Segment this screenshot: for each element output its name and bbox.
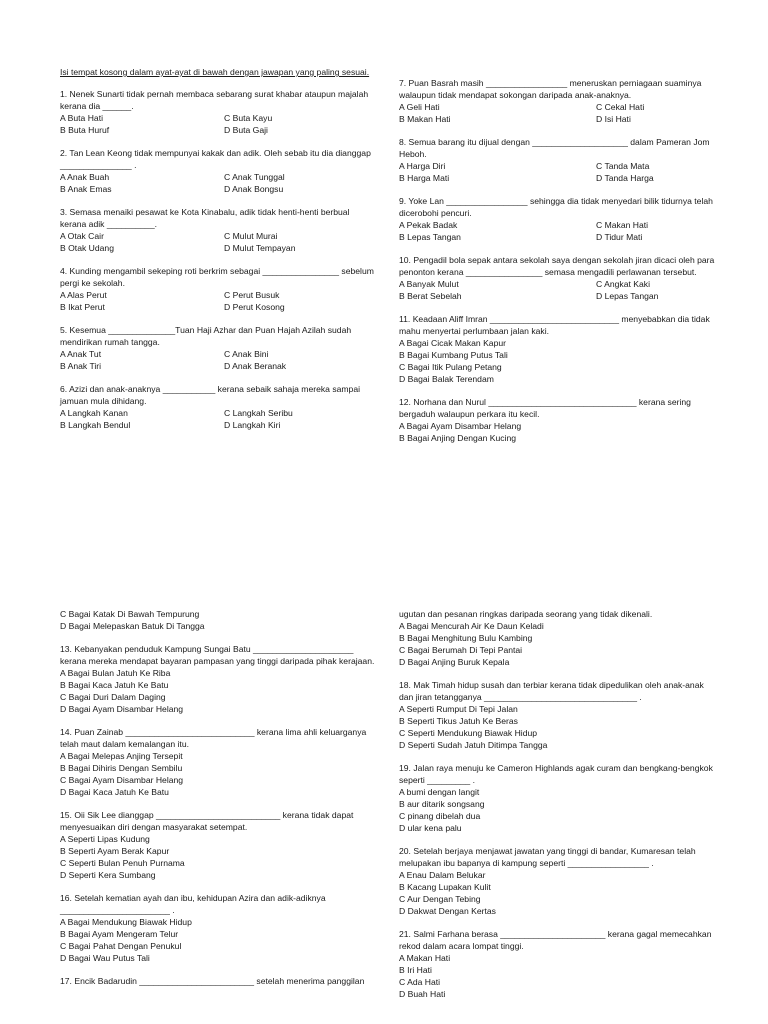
- option: C Tanda Mata: [596, 161, 650, 171]
- question-text: 5. Kesemua ______________Tuan Haji Azhar dan Puan Hajah Azilah sudah mendirikan rumah tangga.: [60, 325, 354, 347]
- option: C Seperti Bulan Penuh Purnama: [60, 858, 185, 868]
- question-block: [399, 195, 719, 243]
- option: D Perut Kosong: [224, 302, 285, 312]
- option: D Tanda Harga: [596, 173, 654, 183]
- continued-question: [399, 608, 719, 668]
- option: D Bagai Melepaskan Batuk Di Tangga: [60, 621, 205, 631]
- option: A Alas Perut: [60, 290, 107, 300]
- option: D Tidur Mati: [596, 232, 643, 242]
- option: A Bagai Bulan Jatuh Ke Riba: [60, 668, 171, 678]
- question-text-continued: ugutan dan pesanan ringkas daripada seorang yang tidak dikenali.: [399, 609, 653, 619]
- option: B Harga Mati: [399, 173, 450, 183]
- option: A Makan Hati: [399, 953, 451, 963]
- option: B aur ditarik songsang: [399, 799, 485, 809]
- option-list: [60, 667, 378, 715]
- question-text: 4. Kunding mengambil sekeping roti berkrim sebagai ________________ sebelum pergi ke sekolah.: [60, 266, 377, 288]
- option-list: [399, 869, 719, 917]
- option-list: [399, 703, 719, 751]
- option: D Langkah Kiri: [224, 420, 281, 430]
- question-text: 13. Kebanyakan penduduk Kampung Sungai Batu _____________________ kerana mereka mendapat bayaran pampasan yang tinggi daripada pihak kerajaan.: [60, 644, 375, 666]
- question-block: [399, 313, 719, 385]
- option: B Bagai Kaca Jatuh Ke Batu: [60, 680, 169, 690]
- option: B Anak Tiri: [60, 361, 102, 371]
- question-text: 3. Semasa menaiki pesawat ke Kota Kinabalu, adik tidak henti-henti berbual kerana adik __________.: [60, 207, 352, 229]
- option: A Pekak Badak: [399, 220, 458, 230]
- question-text: 2. Tan Lean Keong tidak mempunyai kakak dan adik. Oleh sebab itu dia dianggap _______________ .: [60, 148, 374, 170]
- option-list: [60, 407, 378, 431]
- option: B Makan Hati: [399, 114, 451, 124]
- option: C Cekal Hati: [596, 102, 645, 112]
- option-list: [399, 219, 719, 243]
- question-text: 9. Yoke Lan _________________ sehingga dia tidak menyedari bilik tidurnya telah dicerobohi pencuri.: [399, 196, 716, 218]
- question-text: 20. Setelah berjaya menjawat jawatan yang tinggi di bandar, Kumaresan telah melupakan ibu bapanya di kampung seperti _________________ .: [399, 846, 699, 868]
- question-text: 18. Mak Timah hidup susah dan terbiar kerana tidak dipedulikan oleh anak-anak dan jiran tetangganya ________________________________ .: [399, 680, 707, 702]
- option: D Bagai Anjing Buruk Kepala: [399, 657, 510, 667]
- question-block: [60, 265, 378, 313]
- option: A Seperti Rumput Di Tepi Jalan: [399, 704, 518, 714]
- option: C Bagai Katak Di Bawah Tempurung: [60, 609, 200, 619]
- option: A bumi dengan langit: [399, 787, 480, 797]
- option: B Seperti Ayam Berak Kapur: [60, 846, 170, 856]
- option: B Berat Sebelah: [399, 291, 462, 301]
- option: C Langkah Seribu: [224, 408, 293, 418]
- option: C Bagai Duri Dalam Daging: [60, 692, 166, 702]
- option: C Perut Busuk: [224, 290, 280, 300]
- option: A Enau Dalam Belukar: [399, 870, 486, 880]
- question-block: [60, 892, 378, 964]
- question-block: [60, 383, 378, 431]
- option: C Bagai Itik Pulang Petang: [399, 362, 502, 372]
- option: C Anak Bini: [224, 349, 269, 359]
- option-list: [60, 230, 378, 254]
- option: B Lepas Tangan: [399, 232, 461, 242]
- option: B Otak Udang: [60, 243, 114, 253]
- bottom-right-column: [399, 608, 719, 1011]
- option-list: [60, 171, 378, 195]
- option: C Angkat Kaki: [596, 279, 650, 289]
- option: C Mulut Murai: [224, 231, 278, 241]
- question-block: [60, 643, 378, 715]
- option: B Seperti Tikus Jatuh Ke Beras: [399, 716, 518, 726]
- option: D Dakwat Dengan Kertas: [399, 906, 496, 916]
- question-block: [399, 136, 719, 184]
- question-block: [60, 324, 378, 372]
- option: D Bagai Balak Terendam: [399, 374, 494, 384]
- question-text: 12. Norhana dan Nurul _______________________________ kerana sering bergaduh walaupun perkara itu kecil.: [399, 397, 694, 419]
- option: A Langkah Kanan: [60, 408, 128, 418]
- top-left-column: [60, 66, 378, 442]
- bottom-left-column: [60, 608, 378, 998]
- option: D Bagai Kaca Jatuh Ke Batu: [60, 787, 169, 797]
- option: A Bagai Mendukung Biawak Hidup: [60, 917, 192, 927]
- question-text: 10. Pengadil bola sepak antara sekolah saya dengan sekolah jiran dicaci oleh para penonton kerana ________________ semasa mengadili perlawanan tersebut.: [399, 255, 717, 277]
- option: A Anak Tut: [60, 349, 102, 359]
- question-block: [60, 147, 378, 195]
- option: C pinang dibelah dua: [399, 811, 481, 821]
- question-text: 8. Semua barang itu dijual dengan ____________________ dalam Pameran Jom Heboh.: [399, 137, 712, 159]
- option: D Mulut Tempayan: [224, 243, 296, 253]
- option: D Buta Gaji: [224, 125, 268, 135]
- continued-options: [60, 608, 378, 632]
- option: D Seperti Sudah Jatuh Ditimpa Tangga: [399, 740, 548, 750]
- question-block: [399, 928, 719, 1000]
- option: B Bagai Anjing Dengan Kucing: [399, 433, 517, 443]
- option-list: [60, 916, 378, 964]
- question-text: 11. Keadaan Aliff Imran ___________________________ menyebabkan dia tidak mahu menyertai perlumbaan jalan kaki.: [399, 314, 713, 336]
- question-block: [60, 975, 378, 987]
- option: A Anak Buah: [60, 172, 110, 182]
- option: B Anak Emas: [60, 184, 112, 194]
- top-right-column: [399, 77, 719, 455]
- question-block: [60, 206, 378, 254]
- option-list: [399, 786, 719, 834]
- option: C Ada Hati: [399, 977, 441, 987]
- option-list: [60, 833, 378, 881]
- option: B Bagai Dihiris Dengan Sembilu: [60, 763, 183, 773]
- question-block: [399, 396, 719, 444]
- option: A Bagai Cicak Makan Kapur: [399, 338, 507, 348]
- option: B Kacang Lupakan Kulit: [399, 882, 491, 892]
- option: D Isi Hati: [596, 114, 631, 124]
- question-text: 19. Jalan raya menuju ke Cameron Highlands agak curam dan bengkang-bengkok seperti _________ .: [399, 763, 716, 785]
- option: B Iri Hati: [399, 965, 432, 975]
- option-list: [399, 337, 719, 385]
- option: D Anak Beranak: [224, 361, 287, 371]
- option: C Aur Dengan Tebing: [399, 894, 481, 904]
- option-list: [60, 750, 378, 798]
- option: A Seperti Lipas Kudung: [60, 834, 150, 844]
- option: D Seperti Kera Sumbang: [60, 870, 156, 880]
- option-list: [399, 160, 719, 184]
- option: A Bagai Mencurah Air Ke Daun Keladi: [399, 621, 544, 631]
- option-list: [399, 420, 719, 444]
- question-text: 15. Oii Sik Lee dianggap __________________________ kerana tidak dapat menyesuaikan diri dengan masyarakat setempat.: [60, 810, 356, 832]
- option: C Bagai Ayam Disambar Helang: [60, 775, 184, 785]
- option: B Bagai Kumbang Putus Tali: [399, 350, 508, 360]
- question-text: 17. Encik Badarudin ________________________ setelah menerima panggilan: [60, 976, 365, 986]
- option: A Bagai Ayam Disambar Helang: [399, 421, 522, 431]
- option: D Anak Bongsu: [224, 184, 284, 194]
- question-block: [60, 809, 378, 881]
- question-text: 7. Puan Basrah masih _________________ meneruskan perniagaan suaminya walaupun tidak mendapat sokongan daripada anak-anaknya.: [399, 78, 704, 100]
- option: C Buta Kayu: [224, 113, 273, 123]
- option: A Geli Hati: [399, 102, 440, 112]
- option: C Anak Tunggal: [224, 172, 285, 182]
- question-text: 16. Setelah kematian ayah dan ibu, kehidupan Azira dan adik-adiknya _______________________ .: [60, 893, 329, 915]
- option-list: [399, 101, 719, 125]
- option: D Lepas Tangan: [596, 291, 659, 301]
- question-text: 1. Nenek Sunarti tidak pernah membaca sebarang surat khabar ataupun majalah kerana dia ______.: [60, 89, 373, 111]
- option: B Ikat Perut: [60, 302, 105, 312]
- option: C Bagai Pahat Dengan Penukul: [60, 941, 182, 951]
- question-text: 6. Azizi dan anak-anaknya ___________ kerana sebaik sahaja mereka sampai jamuan mula dihidang.: [60, 384, 363, 406]
- option: B Bagai Ayam Mengeram Telur: [60, 929, 179, 939]
- option: A Buta Hati: [60, 113, 103, 123]
- option: C Bagai Berumah Di Tepi Pantai: [399, 645, 523, 655]
- option: C Makan Hati: [596, 220, 649, 230]
- option-list: [399, 278, 719, 302]
- question-block: [399, 77, 719, 125]
- option: A Banyak Mulut: [399, 279, 459, 289]
- question-block: [399, 762, 719, 834]
- instruction-heading: Isi tempat kosong dalam ayat-ayat di bawah dengan jawapan yang paling sesuai.: [60, 67, 370, 77]
- question-block: [60, 726, 378, 798]
- question-text: 21. Salmi Farhana berasa ______________________ kerana gagal memecahkan rekod dalam acara lompat tinggi.: [399, 929, 714, 951]
- question-text: 14. Puan Zainab ___________________________ kerana lima ahli keluarganya telah maut dalam kemalangan itu.: [60, 727, 369, 749]
- option: B Langkah Bendul: [60, 420, 131, 430]
- option-list: [60, 348, 378, 372]
- option: D ular kena palu: [399, 823, 462, 833]
- option: B Bagai Menghitung Bulu Kambing: [399, 633, 533, 643]
- option-list: [399, 952, 719, 1000]
- option: A Otak Cair: [60, 231, 104, 241]
- option-list: [60, 289, 378, 313]
- option: D Bagai Wau Putus Tali: [60, 953, 150, 963]
- question-block: [60, 88, 378, 136]
- option: D Bagai Ayam Disambar Helang: [60, 704, 184, 714]
- option: C Seperti Mendukung Biawak Hidup: [399, 728, 538, 738]
- option: A Harga Diri: [399, 161, 446, 171]
- option: D Buah Hati: [399, 989, 446, 999]
- question-block: [399, 679, 719, 751]
- question-block: [399, 254, 719, 302]
- option-list: [60, 112, 378, 136]
- option: A Bagai Melepas Anjing Tersepit: [60, 751, 183, 761]
- question-block: [399, 845, 719, 917]
- option: B Buta Huruf: [60, 125, 110, 135]
